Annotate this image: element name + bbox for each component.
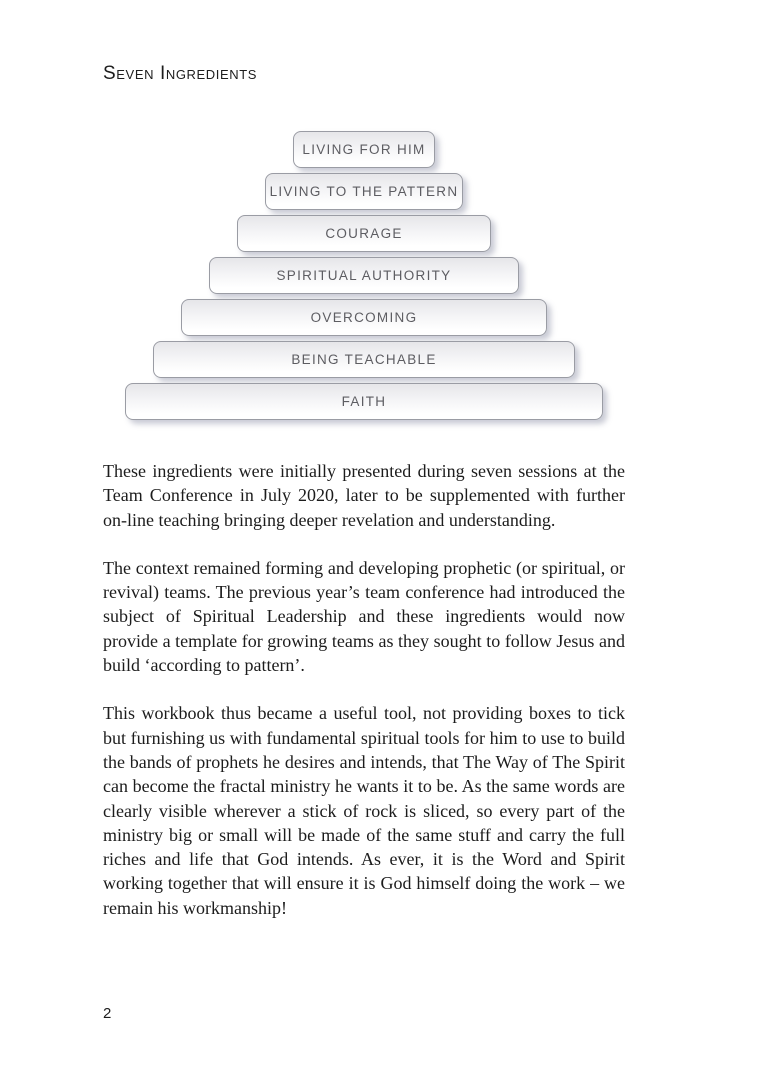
pyramid-level-label: OVERCOMING [310, 310, 418, 325]
body-text [103, 459, 625, 920]
pyramid-level-label: SPIRITUAL AUTHORITY [276, 268, 452, 283]
running-header: Seven Ingredients [103, 63, 258, 84]
pyramid-level-label: BEING TEACHABLE [291, 352, 437, 367]
pyramid-level-living-for-him [293, 131, 435, 168]
pyramid-level-label: LIVING TO THE PATTERN [269, 184, 459, 199]
ingredients-pyramid-diagram [103, 131, 625, 425]
page-number: 2 [103, 1005, 112, 1022]
paragraph-2: The context remained forming and developing prophetic (or spiritual, or revival) teams. The previous year’s team conference had introduced the subject of Spiritual Leadership and these ingredients would now provide a template for growing teams as they sought to follow Jesus and build ‘according to pattern’. [103, 557, 625, 676]
pyramid-level-spiritual-authority [209, 257, 519, 294]
pyramid-level-living-to-the-pattern [265, 173, 463, 210]
paragraph-3: This workbook thus became a useful tool, not providing boxes to tick but furnishing us with fundamental spiritual tools for him to use to build the bands of prophets he desires and intends, that The Way of The Spirit can become the fractal ministry he wants it to be. As the same words are clearly visible wherever a stick of rock is sliced, so every part of the ministry big or small will be made of the same stuff and carry the full riches and life that God intends. As ever, it is the Word and Spirit working together that will ensure it is God himself doing the work – we remain his workmanship! [103, 703, 625, 918]
pyramid-level-label: COURAGE [325, 226, 403, 241]
pyramid-level-label: FAITH [341, 394, 387, 409]
pyramid-level-overcoming [181, 299, 547, 336]
pyramid-level-faith [125, 383, 603, 420]
pyramid-level-label: LIVING FOR HIM [302, 142, 426, 157]
pyramid-level-being-teachable [153, 341, 575, 378]
pyramid-level-courage [237, 215, 491, 252]
paragraph-1: These ingredients were initially presented during seven sessions at the Team Conference in July 2020, later to be supplemented with further on-line teaching bringing deeper revelation and understanding. [103, 461, 625, 530]
